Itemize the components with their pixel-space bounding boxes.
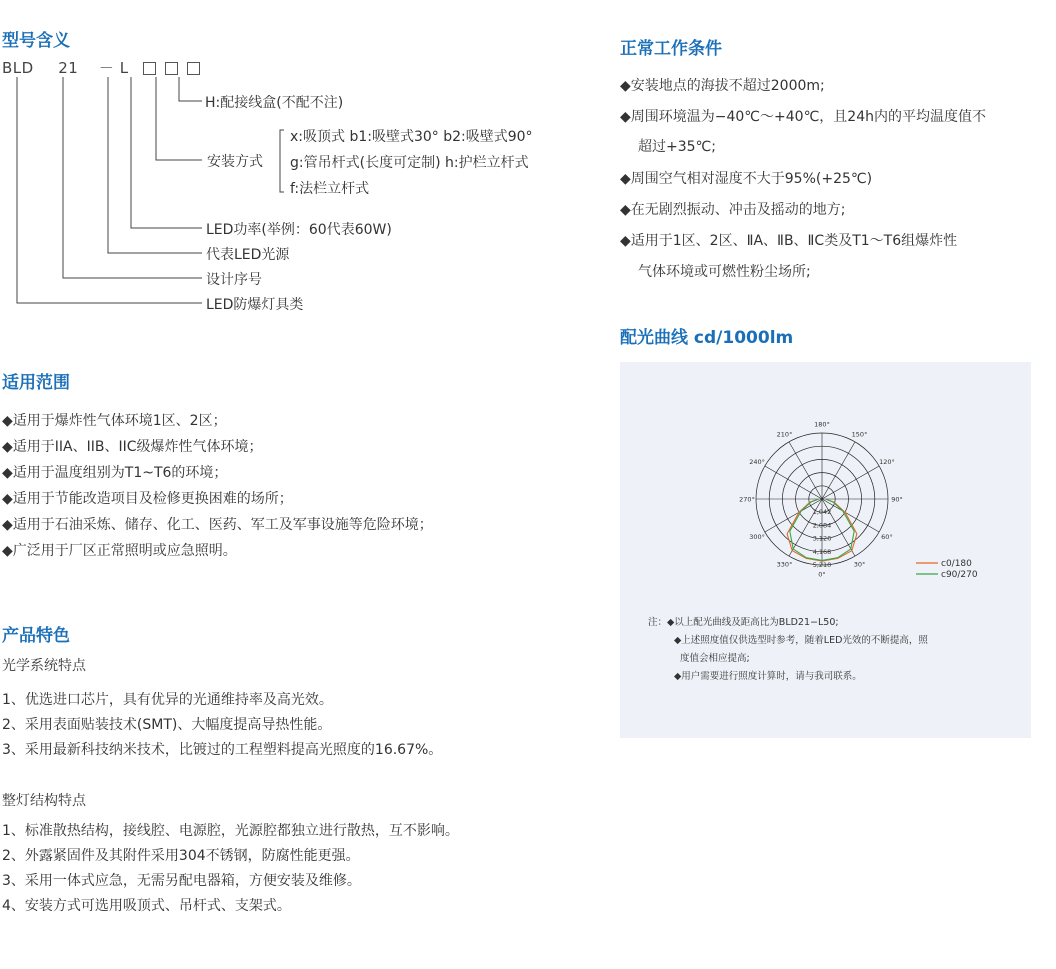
code-part-bld: BLD xyxy=(2,59,34,77)
angle-label: 270° xyxy=(739,495,755,504)
polar-grid xyxy=(756,430,888,565)
grid-spoke xyxy=(789,442,822,499)
label-install-opt1: x:吸顶式 b1:吸壁式30° b2:吸壁式90° xyxy=(290,129,533,145)
structure-title: 整灯结构特点 xyxy=(2,793,86,809)
radial-label: 4,168 xyxy=(812,547,832,556)
label-install-opt2: g:管吊杆式(长度可定制) h:护栏立杆式 xyxy=(290,155,529,171)
condition-item: 超过+35℃; xyxy=(638,139,716,155)
scope-item: ◆适用于石油采炼、储存、化工、医药、军工及军事设施等危险环境； xyxy=(2,517,433,533)
radial-label: 3,126 xyxy=(812,534,832,543)
curve-heading: 配光曲线 cd/1000lm xyxy=(620,328,794,348)
angle-label: 90° xyxy=(891,495,903,504)
optical-list xyxy=(2,689,442,764)
curve-note: ◆上述照度值仅供选型时参考，随着LED光效的不断提高，照 xyxy=(674,635,928,646)
angle-label: 30° xyxy=(853,560,866,569)
angle-label: 240° xyxy=(749,458,765,466)
label-install: 安装方式 xyxy=(207,154,263,170)
condition-item: ◆在无剧烈振动、冲击及摇动的地方; xyxy=(620,202,846,218)
radial-label: 2,084 xyxy=(812,521,832,530)
angle-label: 150° xyxy=(851,430,868,439)
angle-label: 60° xyxy=(881,533,893,541)
curve-note: ◆用户需要进行照度计算时，请与我司联系。 xyxy=(674,671,862,682)
scope-heading: 适用范围 xyxy=(2,373,70,393)
angle-label: 300° xyxy=(749,533,765,541)
radial-label: 1,042 xyxy=(812,508,832,517)
condition-item: ◆适用于1区、2区、ⅡA、ⅡB、ⅡC类及T1～T6组爆炸性 xyxy=(620,233,958,249)
scope-list xyxy=(2,410,433,566)
label-serial: 设计序号 xyxy=(206,272,262,288)
angle-label: 330° xyxy=(776,560,793,569)
structure-list xyxy=(2,820,459,920)
structure-item: 4、安装方式可选用吸顶式、吊杆式、支架式。 xyxy=(2,898,291,914)
model-heading: 型号含义 xyxy=(2,31,70,51)
grid-spoke xyxy=(822,466,879,499)
label-type: LED防爆灯具类 xyxy=(206,297,304,313)
scope-item: ◆广泛用于厂区正常照明或应急照明。 xyxy=(2,543,237,559)
curve-note: 度值会相应提高; xyxy=(680,653,750,664)
condition-item: 气体环境或可燃性粉尘场所; xyxy=(638,264,811,280)
angle-label: 210° xyxy=(776,430,793,439)
angle-label: 120° xyxy=(879,458,895,466)
scope-item: ◆适用于IIA、IIB、IIC级爆炸性气体环境； xyxy=(2,439,263,455)
angle-label: 180° xyxy=(814,420,830,429)
grid-spoke xyxy=(822,442,855,499)
optical-title: 光学系统特点 xyxy=(2,658,86,674)
curve-note: 注：◆以上配光曲线及距高比为BLD21−L50; xyxy=(648,617,839,628)
legend-label: c90/270 xyxy=(941,570,978,580)
code-part-21: 21 xyxy=(58,59,79,77)
angle-label: 0° xyxy=(818,570,826,579)
structure-item: 2、外露紧固件及其附件采用304不锈钢，防腐性能更强。 xyxy=(2,848,360,864)
scope-item: ◆适用于爆炸性气体环境1区、2区； xyxy=(2,413,227,429)
label-h: H:配接线盒(不配不注) xyxy=(205,95,344,111)
curve-panel xyxy=(620,362,1031,738)
legend-label: c0/180 xyxy=(941,559,972,569)
condition-item: ◆周围空气相对湿度不大于95%(+25℃) xyxy=(620,171,873,187)
condition-item: ◆安装地点的海拔不超过2000m; xyxy=(620,78,825,94)
optical-item: 2、采用表面贴装技术(SMT)、大幅度提高导热性能。 xyxy=(2,717,332,733)
conditions-heading: 正常工作条件 xyxy=(620,39,722,59)
label-power: LED功率(举例：60代表60W) xyxy=(206,222,392,238)
scope-item: ◆适用于节能改造项目及检修更换困难的场所； xyxy=(2,491,293,507)
structure-item: 3、采用一体式应急，无需另配电器箱，方便安装及维修。 xyxy=(2,873,361,889)
polar-legend xyxy=(916,559,978,580)
optical-item: 3、采用最新科技纳米技术，比镀过的工程塑料提高光照度的16.67%。 xyxy=(2,742,443,758)
structure-item: 1、标准散热结构，接线腔、电源腔，光源腔都独立进行散热，互不影响。 xyxy=(2,823,459,839)
radial-label: 5,210 xyxy=(812,561,832,569)
condition-item: ◆周围环境温为−40℃～+40℃，且24h内的平均温度值不 xyxy=(620,109,986,125)
grid-spoke xyxy=(765,466,822,499)
label-install-opt3: f:法栏立杆式 xyxy=(290,181,370,197)
optical-item: 1、优选进口芯片，具有优异的光通维持率及高光效。 xyxy=(2,692,333,708)
code-part-l: － L xyxy=(98,59,129,77)
features-heading: 产品特色 xyxy=(2,626,70,646)
label-source: 代表LED光源 xyxy=(206,247,290,263)
scope-item: ◆适用于温度组别为T1~T6的环境； xyxy=(2,465,228,481)
polar-chart xyxy=(620,362,1031,602)
